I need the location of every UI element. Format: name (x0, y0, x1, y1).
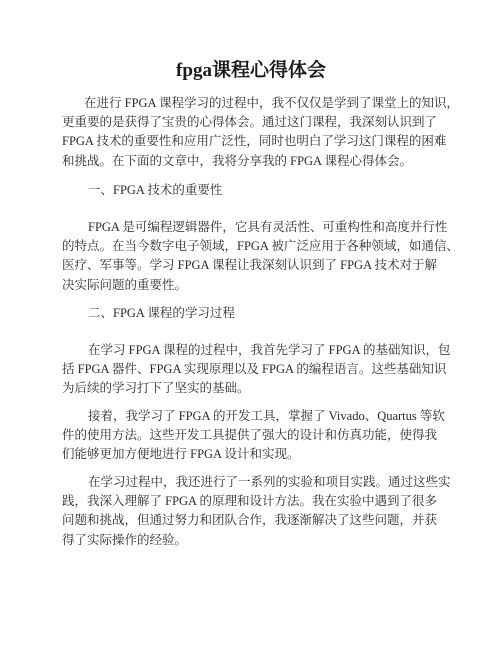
section2-paragraph-3 (62, 473, 451, 550)
section-heading-1: 一、FPGA 技术的重要性 (88, 183, 223, 197)
text-line: 件的使用方法。这些开发工具提供了强大的设计和仿真功能，使得我 (62, 428, 438, 443)
text-line: 医疗、军事等。学习 FPGA 课程让我深刻认识到了 FPGA 技术对于解 (62, 258, 438, 273)
section1-paragraph (62, 218, 459, 295)
text-line: 的特点。在当今数字电子领域，FPGA 被广泛应用于各种领域，如通信、 (62, 239, 459, 254)
section-heading-2: 二、FPGA 课程的学习过程 (88, 306, 235, 320)
text-line: 践，我深入理解了 FPGA 的原理和设计方法。我在实验中遇到了很多 (62, 494, 438, 509)
text-line: 问题和挑战，但通过努力和团队合作，我逐渐解决了这些问题，并获 (62, 513, 438, 528)
text-line: 得了实际操作的经验。 (62, 532, 188, 547)
text-line: 在进行 FPGA 课程学习的过程中，我不仅仅是学到了课堂上的知识， (84, 96, 460, 110)
text-line: 接着，我学习了 FPGA 的开发工具，掌握了 Vivado、Quartus 等软 (88, 409, 445, 423)
text-line: 更重要的是获得了宝贵的心得体会。通过这门课程，我深刻认识到了 (62, 115, 438, 130)
section2-paragraph-1 (62, 341, 451, 399)
text-line: 括 FPGA 器件、FPGA 实现原理以及 FPGA 的编程语言。这些基础知识 (62, 362, 447, 377)
text-line: 们能够更加方便地进行 FPGA 设计和实现。 (62, 447, 300, 462)
text-line: 和挑战。在下面的文章中，我将分享我的 FPGA 课程心得体会。 (62, 153, 413, 168)
text-line: 决实际问题的重要性。 (62, 277, 188, 292)
text-line: FPGA 技术的重要性和应用广泛性，同时也明白了学习这门课程的困难 (62, 134, 447, 149)
text-line: FPGA 是可编程逻辑器件，它具有灵活性、可重构性和高度并行性 (88, 220, 448, 234)
intro-paragraph (62, 94, 460, 171)
text-line: 在学习过程中，我还进行了一系列的实验和项目实践。通过这些实 (88, 475, 451, 489)
document-title: fpga课程心得体会 (176, 60, 326, 81)
text-line: 在学习 FPGA 课程的过程中，我首先学习了 FPGA 的基础知识，包 (88, 343, 451, 357)
text-line: 为后续的学习打下了坚实的基础。 (62, 381, 250, 396)
section2-paragraph-2 (62, 407, 445, 465)
